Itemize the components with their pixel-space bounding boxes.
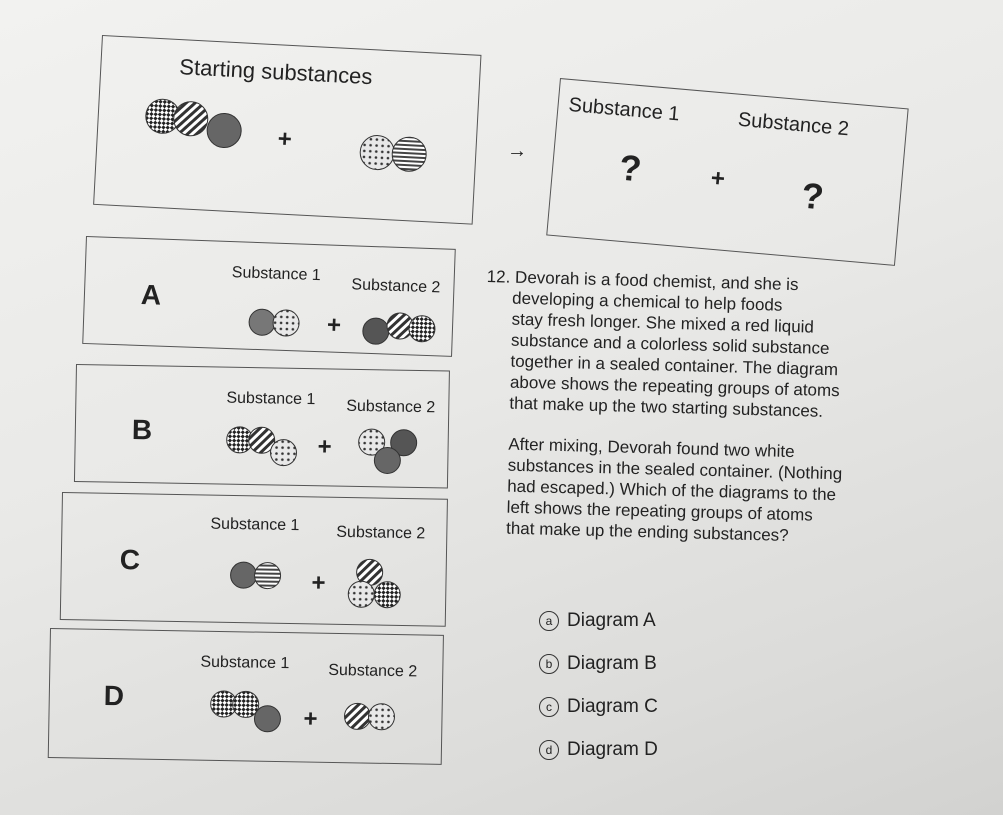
reaction-arrow: → — [507, 140, 527, 162]
diagram-a-letter: A — [140, 278, 162, 311]
question-line: that make up the ending substances? — [505, 518, 789, 545]
diagram-c-letter: C — [119, 544, 141, 576]
diagram-b-substance-1-label: Substance 1 — [226, 389, 316, 409]
ending-substance-1-label: Substance 1 — [567, 93, 681, 126]
question-line: above shows the repeating groups of atoms — [509, 372, 840, 401]
unknown-substance-2: ? — [799, 174, 826, 218]
diagram-d-substance-2-label: Substance 2 — [328, 661, 418, 681]
diagram-a-substance-1-label: Substance 1 — [231, 264, 322, 285]
diagram-a-substance-2-label: Substance 2 — [351, 276, 441, 297]
diagram-b-box — [74, 364, 450, 489]
option-a[interactable] — [539, 610, 656, 632]
question-12 — [480, 266, 848, 547]
option-a-label: Diagram A — [567, 610, 656, 631]
diagram-c-substance-2-label: Substance 2 — [336, 523, 426, 543]
diagram-d-substance-1-label: Substance 1 — [200, 653, 290, 673]
option-c-label: Diagram C — [567, 696, 658, 717]
diagram-d-molecule-2 — [343, 700, 414, 736]
diagram-b-letter: B — [131, 413, 153, 446]
diagram-c-plus: + — [311, 569, 326, 597]
option-b[interactable] — [539, 653, 657, 675]
molecule-starting-2 — [354, 129, 446, 179]
question-line: together in a sealed container. The diagram — [510, 351, 839, 380]
starting-substances-title: Starting substances — [178, 54, 374, 90]
diagram-a-box — [82, 236, 456, 357]
unknown-substance-1: ? — [617, 146, 644, 190]
ending-substance-2-label: Substance 2 — [737, 108, 850, 141]
question-line: 12. Devorah is a food chemist, and she is — [486, 266, 799, 295]
plus-sign-ending: + — [709, 164, 726, 193]
diagram-b-molecule-1 — [225, 426, 306, 467]
diagram-c-molecule-1 — [229, 560, 290, 591]
option-a-marker: a — [539, 611, 559, 631]
option-c-marker: c — [539, 697, 559, 717]
diagram-b-substance-2-label: Substance 2 — [346, 397, 436, 417]
option-c[interactable] — [539, 696, 658, 718]
option-d[interactable] — [539, 739, 658, 761]
diagram-c-molecule-2 — [345, 560, 426, 611]
molecule-starting-1 — [141, 90, 254, 156]
diagram-b-molecule-2 — [355, 428, 436, 479]
diagram-c-box — [60, 492, 448, 627]
diagram-d-molecule-1 — [209, 690, 290, 736]
ending-substances-box — [546, 78, 908, 266]
diagram-d-plus: + — [303, 705, 318, 733]
plus-sign-starting: + — [277, 125, 293, 154]
diagram-a-molecule-2 — [361, 311, 442, 349]
diagram-d-box — [48, 628, 444, 765]
question-line: After mixing, Devorah found two white — [508, 434, 795, 462]
question-line: developing a chemical to help foods — [511, 288, 783, 315]
diagram-b-plus: + — [317, 433, 332, 461]
question-line: had escaped.) Which of the diagrams to the — [506, 476, 837, 505]
question-line: substances in the sealed container. (Nothing — [507, 455, 843, 484]
diagram-a-plus: + — [326, 311, 342, 339]
option-d-marker: d — [539, 740, 559, 760]
question-line: substance and a colorless solid substance — [510, 330, 830, 358]
diagram-a-molecule-1 — [248, 307, 309, 339]
question-line: stay fresh longer. She mixed a red liquid — [511, 309, 815, 337]
question-line: left shows the repeating groups of atoms — [506, 497, 814, 525]
diagram-c-substance-1-label: Substance 1 — [210, 515, 300, 535]
diagram-d-letter: D — [103, 679, 125, 712]
option-b-label: Diagram B — [567, 653, 657, 674]
option-d-label: Diagram D — [567, 739, 658, 760]
question-line: that make up the two starting substances. — [509, 393, 824, 421]
option-b-marker: b — [539, 654, 559, 674]
starting-substances-box — [93, 35, 481, 225]
